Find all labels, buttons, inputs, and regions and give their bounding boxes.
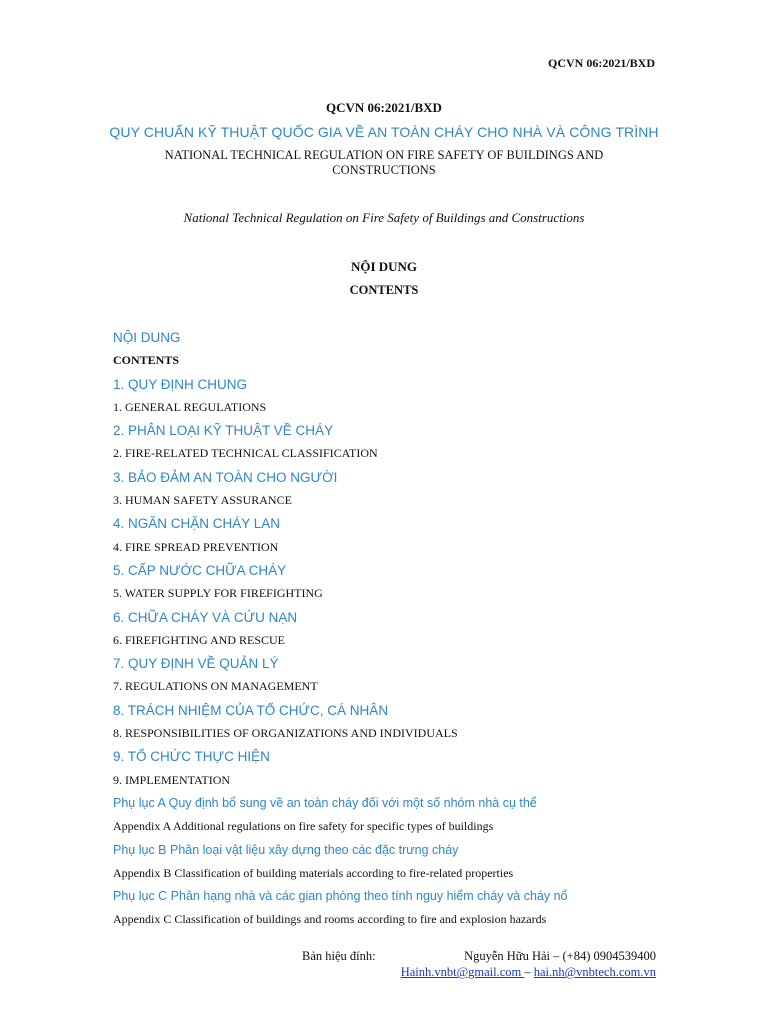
toc-link[interactable]: 2. PHÂN LOẠI KỸ THUẬT VỀ CHÁY	[113, 423, 334, 439]
toc-link[interactable]: 9. TỔ CHỨC THỰC HIỆN	[113, 749, 270, 765]
title-english	[0, 148, 768, 178]
toc-label: 5. WATER SUPPLY FOR FIREFIGHTING	[113, 586, 323, 601]
page-header-code: QCVN 06:2021/BXD	[548, 56, 655, 70]
toc-link[interactable]: 4. NGĂN CHẶN CHÁY LAN	[113, 516, 281, 532]
email-link-2[interactable]: hai.nh@vnbtech.com.vn	[533, 965, 656, 979]
toc-label: 4. FIRE SPREAD PREVENTION	[113, 539, 279, 554]
toc-label: Appendix B Classification of building materials according to fire-related properties	[113, 865, 514, 880]
toc-link[interactable]: 3. BẢO ĐẢM AN TOÀN CHO NGƯỜI	[113, 469, 338, 485]
toc-link[interactable]: NỘI DUNG	[113, 330, 181, 345]
toc-link[interactable]: 7. QUY ĐỊNH VỀ QUẢN LÝ	[113, 656, 279, 672]
toc-label: 6. FIREFIGHTING AND RESCUE	[113, 632, 286, 647]
toc-link[interactable]: 5. CẤP NƯỚC CHỮA CHÁY	[113, 562, 287, 578]
contents-heading-en: CONTENTS	[349, 283, 419, 297]
toc-label: 2. FIRE-RELATED TECHNICAL CLASSIFICATION	[113, 446, 378, 461]
toc-link[interactable]: Phụ lục C Phân hạng nhà và các gian phòng theo tính nguy hiểm cháy và cháy nổ	[113, 889, 568, 904]
title-italic: National Technical Regulation on Fire Safety of Buildings and Constructions	[183, 210, 585, 225]
document-code: QCVN 06:2021/BXD	[326, 100, 442, 115]
toc-label: 9. IMPLEMENTATION	[113, 772, 231, 787]
toc-link[interactable]: 8. TRÁCH NHIỆM CỦA TỔ CHỨC, CÁ NHÂN	[113, 702, 389, 718]
email-link-1[interactable]: Hainh.vnbt@gmail.com	[400, 965, 525, 979]
toc-label: Appendix A Additional regulations on fire safety for specific types of buildings	[113, 819, 494, 834]
contents-heading-vn: NỘI DUNG	[350, 259, 418, 274]
toc-label: 1. GENERAL REGULATIONS	[113, 399, 267, 414]
footer-label: Bản hiệu đính:	[302, 949, 376, 963]
footer-separator: –	[524, 965, 534, 979]
toc-link[interactable]: Phụ lục A Quy định bổ sung về an toàn cháy đối với một số nhóm nhà cụ thể	[113, 795, 537, 810]
title-vietnamese: QUY CHUẨN KỸ THUẬT QUỐC GIA VỀ AN TOÀN CHÁY CHO NHÀ VÀ CÔNG TRÌNH	[109, 124, 659, 140]
toc-label: CONTENTS	[113, 353, 180, 368]
toc-link[interactable]: 1. QUY ĐỊNH CHUNG	[113, 376, 248, 392]
toc-label: Appendix C Classification of buildings and rooms according to fire and explosion hazards	[113, 912, 547, 927]
footer-name: Nguyễn Hữu Hải – (+84) 0904539400	[464, 949, 656, 963]
toc-label: 7. REGULATIONS ON MANAGEMENT	[113, 679, 318, 694]
title-english-line1: NATIONAL TECHNICAL REGULATION ON FIRE SAFETY OF BUILDINGS AND	[164, 148, 604, 162]
table-of-contents	[113, 326, 673, 932]
title-english-line2: CONSTRUCTIONS	[332, 163, 436, 177]
toc-label: 8. RESPONSIBILITIES OF ORGANIZATIONS AND INDIVIDUALS	[113, 726, 458, 741]
toc-link[interactable]: 6. CHỮA CHÁY VÀ CỨU NẠN	[113, 609, 298, 625]
toc-link[interactable]: Phụ lục B Phân loại vật liệu xây dựng theo các đặc trưng cháy	[113, 842, 459, 857]
toc-label: 3. HUMAN SAFETY ASSURANCE	[113, 493, 292, 508]
footer-emails	[0, 965, 768, 980]
